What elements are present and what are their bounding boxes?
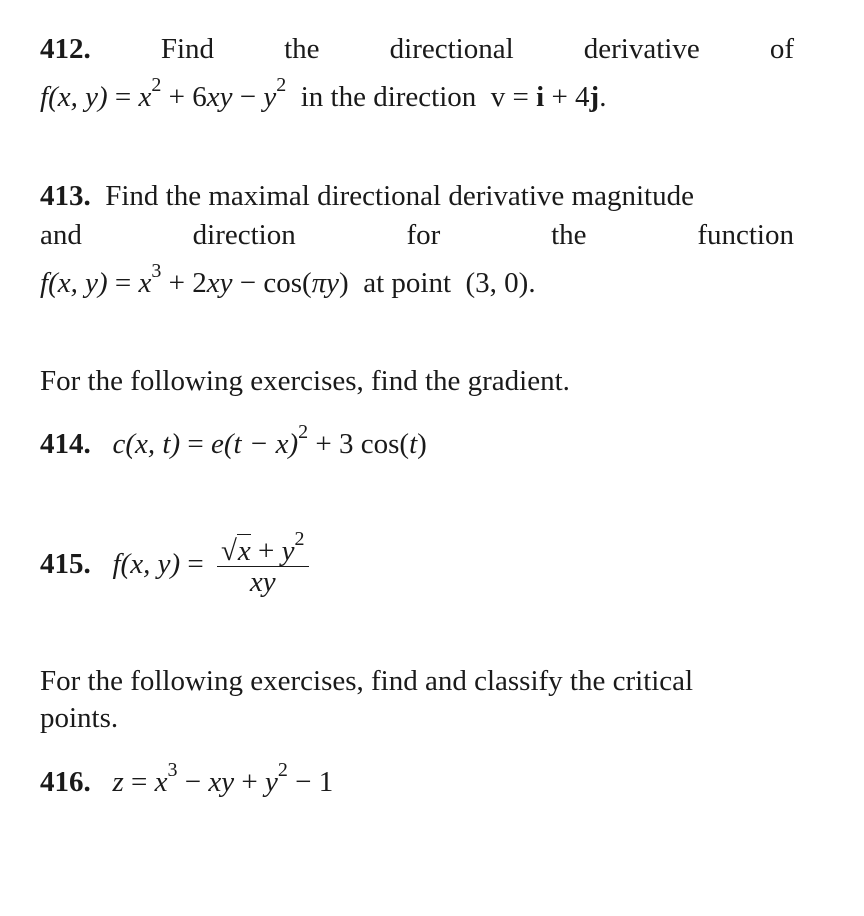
fn-args: (x, y) [48,267,108,299]
vector-i: i [536,81,545,113]
expr-term: + [234,766,265,798]
fraction-numerator [217,528,309,567]
ex414-number: 414. [40,428,91,460]
ex413-text: Find the maximal directional derivative magnitude [105,180,694,212]
exponent: 2 [276,74,287,97]
expr-term: e [210,428,224,460]
expr-term: πy [311,267,340,299]
expr-term: y [263,81,277,113]
expr-term: y [281,534,295,567]
expr-term: + 3 cos( [308,428,410,460]
expr-term: + [250,534,282,567]
ex412-word: derivative [583,33,700,65]
ex413-word: function [697,219,794,251]
fn-name: f [40,81,49,113]
expr-term: xy [208,766,235,798]
vector-j: j [589,81,600,113]
expr-term: y [265,766,278,798]
ex412-word: of [769,33,794,65]
ex414-line [40,421,794,462]
expr-term: (t − x) [223,428,299,460]
ex412-word: directional [389,33,514,65]
equals: = [180,428,211,460]
exponent: 2 [294,528,305,551]
exponent: 2 [151,74,162,97]
fn-name: f [40,267,49,299]
exponent: 2 [298,421,309,444]
ex412-word: the [284,33,320,65]
ex413-word: direction [192,219,296,251]
ex413-line3: f(x, $y) = x^3 + 2xy - \cos(\pi y)$ at point (3, 0). [40,260,536,299]
radicand: x [237,534,251,567]
fn-args: (x, y) [48,81,108,113]
exponent: 3 [167,759,178,782]
period: . [599,81,607,113]
expr-term: + 2 [161,267,207,299]
ex412-word: Find [160,33,215,65]
expr-term: t [409,428,418,460]
ex416-number: 416. [40,766,91,798]
fraction-denominator: xy [249,565,276,598]
expr-term: − 1 [287,766,334,798]
vector-v: v [490,81,506,113]
ex412-line1 [40,31,794,67]
exponent: 3 [151,260,162,283]
fn-lhs: f(x, y) [112,548,181,580]
ex413-word: for [406,219,441,251]
ex412-line2: f(x, $y) = x^2 + 6xy - y^2$ in the direction v = i + 4j. [40,74,607,113]
expr-term: z [112,766,124,798]
expr-term: x [138,81,152,113]
ex416-line [40,759,794,800]
expr-term: xy [206,81,233,113]
vector-coeff: + 4 [544,81,590,113]
ex412-mid-text: in the direction [300,81,477,113]
instruction-critical-line1: For the following exercises, find and classify the critical [40,665,694,697]
ex413-word: the [551,219,587,251]
point-value: (3, 0). [465,267,536,299]
ex413-line2 [40,217,794,253]
expr-term: ) [417,428,427,460]
equals: = [180,548,211,580]
square-root [221,536,251,566]
ex413-word: and [40,219,82,251]
instruction-critical-line2: points. [40,702,119,734]
expr-term: − [177,766,209,798]
fraction [217,528,309,598]
expr-term: + 6 [161,81,207,113]
ex413-number: 413. [40,180,91,212]
expr-term: xy [206,267,233,299]
expr-term: ) [339,267,349,299]
ex412-number: 412. [40,33,91,65]
exponent: 2 [277,759,288,782]
expr-term: − cos( [232,267,312,299]
equals: = [123,766,155,798]
at-point-text: at point [363,267,452,299]
sqrt-symbol: √ [220,534,237,567]
ex415-line [40,528,794,598]
instruction-gradient: For the following exercises, find the gradient. [40,365,570,397]
expr-term: x [138,267,152,299]
ex413-line1 [40,178,794,214]
expr-term: − [232,81,264,113]
fn-lhs: c(x, t) [112,428,181,460]
expr-term: x [154,766,168,798]
ex415-number: 415. [40,548,91,580]
